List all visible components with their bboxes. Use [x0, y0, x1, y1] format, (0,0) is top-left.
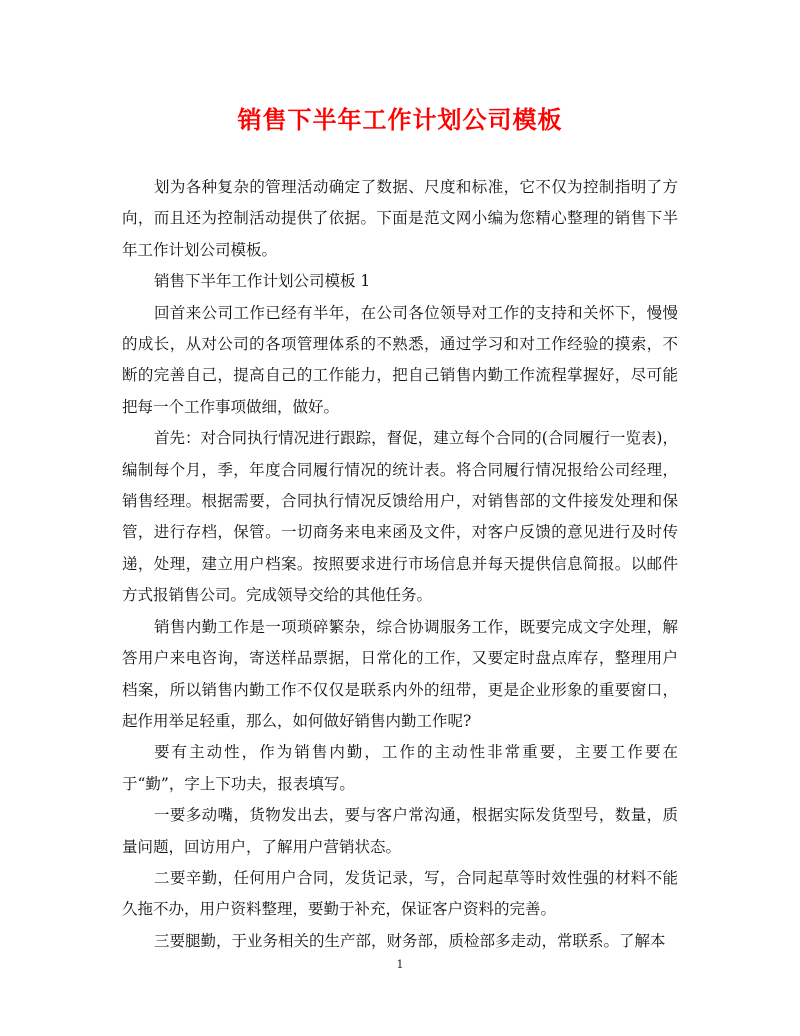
paragraph: 首先：对合同执行情况进行跟踪，督促，建立每个合同的(合同履行一览表)，编制每个月，季，年度合同履行情况的统计表。将合同履行情况报给公司经理，销售经理。根据需要，合同执行情况反馈给用户，对销售部的文件接发处理和保管，进行存档，保管。一切商务来电来函及文件，对客户反馈的意见进行及时传递，处理，建立用户档案。按照要求进行市场信息并每天提供信息简报。以邮件方式报销售公司。完成领导交给的其他任务。 — [122, 429, 678, 605]
paragraph: 要有主动性，作为销售内勤，工作的主动性非常重要，主要工作要在于“勤”，字上下功夫，报表填写。 — [122, 743, 678, 793]
page-number: 1 — [396, 958, 404, 971]
paragraph: 回首来公司工作已经有半年，在公司各位领导对工作的支持和关怀下，慢慢的成长，从对公司的各项管理体系的不熟悉，通过学习和对工作经验的摸索，不断的完善自己，提高自己的工作能力，把自己销售内勤工作流程掌握好，尽可能把每一个工作事项做细，做好。 — [122, 303, 678, 416]
paragraph-intro: 划为各种复杂的管理活动确定了数据、尺度和标准，它不仅为控制指明了方向，而且还为控制活动提供了依据。下面是范文网小编为您精心整理的销售下半年工作计划公司模板。 — [122, 178, 678, 259]
section-heading: 销售下半年工作计划公司模板 1 — [154, 272, 371, 291]
document-body — [122, 172, 678, 957]
paragraph: 销售内勤工作是一项琐碎繁杂，综合协调服务工作，既要完成文字处理，解答用户来电咨询，寄送样品票据，日常化的工作，又要定时盘点库存，整理用户档案，所以销售内勤工作不仅仅是联系内外的纽带，更是企业形象的重要窗口，起作用举足轻重，那么，如何做好销售内勤工作呢? — [122, 617, 678, 730]
paragraph: 二要辛勤，任何用户合同，发货记录，写，合同起草等时效性强的材料不能久拖不办，用户资料整理，要勤于补充，保证客户资料的完善。 — [122, 868, 678, 919]
paragraph: 三要腿勤，于业务相关的生产部，财务部，质检部多走动，常联系。了解本 — [154, 931, 666, 950]
paragraph: 一要多动嘴，货物发出去，要与客户常沟通，根据实际发货型号，数量，质量问题，回访用户，了解用户营销状态。 — [122, 806, 678, 856]
document-title: 销售下半年工作计划公司模板 — [237, 105, 563, 134]
